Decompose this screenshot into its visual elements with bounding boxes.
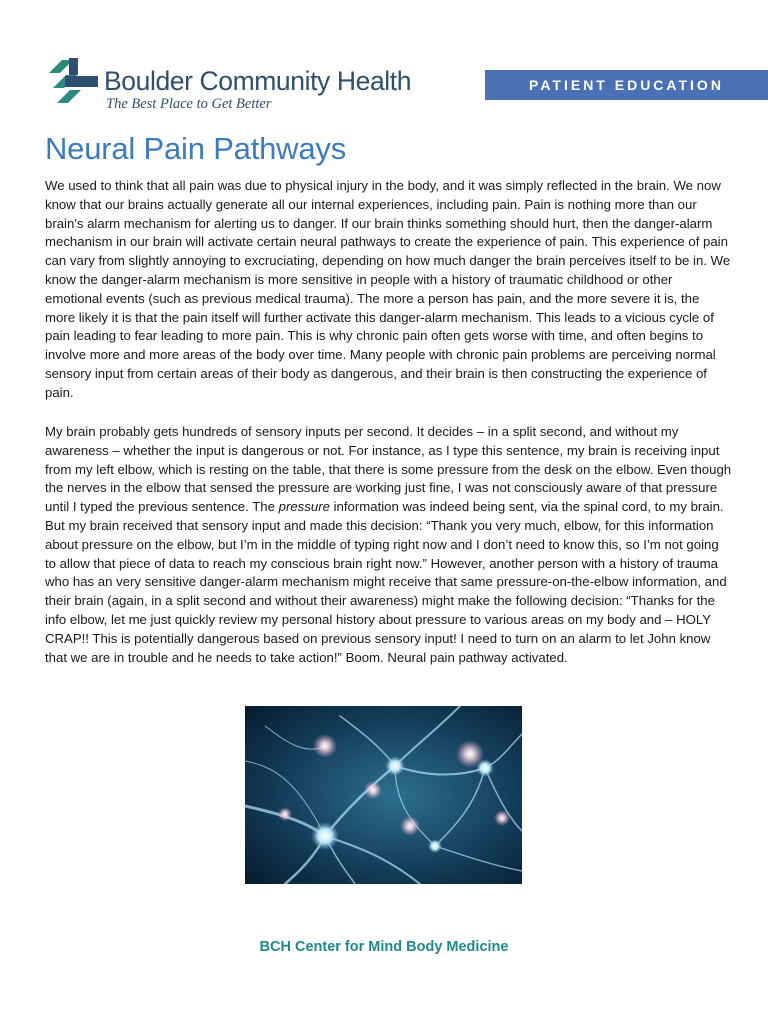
- footer-center-name: BCH Center for Mind Body Medicine: [259, 939, 509, 955]
- body-paragraph-1: We used to think that all pain was due to physical injury in the body, and it was simply reflected in the brain. We now know that our brains actually generate all our internal experiences, including pain. Pain is nothing more than our brain's alarm mechanism for alerting us to danger. If our brain thinks something should hurt, then the danger-alarm mechanism in our brain will activate certain neural pathways to create the experience of pain. This experience of pain can vary from slightly annoying to excruciating, depending on how much danger the brain perceives itself to be in. We know the danger-alarm mechanism is more sensitive in people with a history of traumatic childhood or other emotional events (such as previous medical trauma). The more a person has pain, and the more severe it is, the more likely it is that the pain itself will further activate this danger-alarm mechanism. This leads to a vicious cycle of pain leading to fear leading to more pain. This is why chronic pain often gets worse with time, and often begins to involve more and more areas of the body over time. Many people with chronic pain problems are perceiving normal sensory input from certain areas of their body as dangerous, and their brain is then constructing the experience of pain.: [45, 178, 731, 400]
- neurons-image: [245, 706, 522, 884]
- org-tagline: The Best Place to Get Better: [106, 96, 272, 112]
- section-banner: PATIENT EDUCATION: [485, 70, 768, 100]
- body-paragraph-2: [45, 423, 733, 667]
- neurons-illustration-icon: [245, 706, 522, 884]
- paragraph-2-text-start: My brain probably gets hundreds of sensory inputs per second. It decides – in a split second, and without my awareness – whether the input is dangerous or not. For instance, as I type this sentence, my brain is receiving input from my left elbow, which is resting on the table, that there is some pressure from the desk on the elbow. Even though the nerves in the elbow that sensed the pressure are working just fine, I was not consciously aware of that pressure until I typed the previous sentence. The: [45, 424, 732, 515]
- page-header: [0, 0, 768, 125]
- page-title: Neural Pain Pathways: [45, 131, 346, 166]
- paragraph-2-text-end: information was indeed being sent, via the spinal cord, to my brain. But my brain received that sensory input and made this decision: “Thank you very much, elbow, for this information about pressure on the elbow, but I’m in the middle of typing right now and I don’t need to know this, so I’m not going to allow that piece of data to reach my conscious brain right now.” However, another person with a history of trauma who has an very sensitive danger-alarm mechanism might receive that same pressure-on-the-elbow information, and their brain (again, in a split second and without their awareness) might make the following decision: “Thanks for the info elbow, let me just quickly review my personal history about pressure to various areas on my body and – HOLY CRAP!! This is potentially dangerous based on previous sensory input! I need to turn on an alarm to let John know that we are in trouble and he needs to take action!” Boom. Neural pain pathway activated.: [45, 499, 727, 665]
- emphasized-word: pressure: [278, 499, 330, 515]
- org-name: Boulder Community Health: [104, 66, 412, 96]
- bch-logo-icon: [42, 54, 100, 112]
